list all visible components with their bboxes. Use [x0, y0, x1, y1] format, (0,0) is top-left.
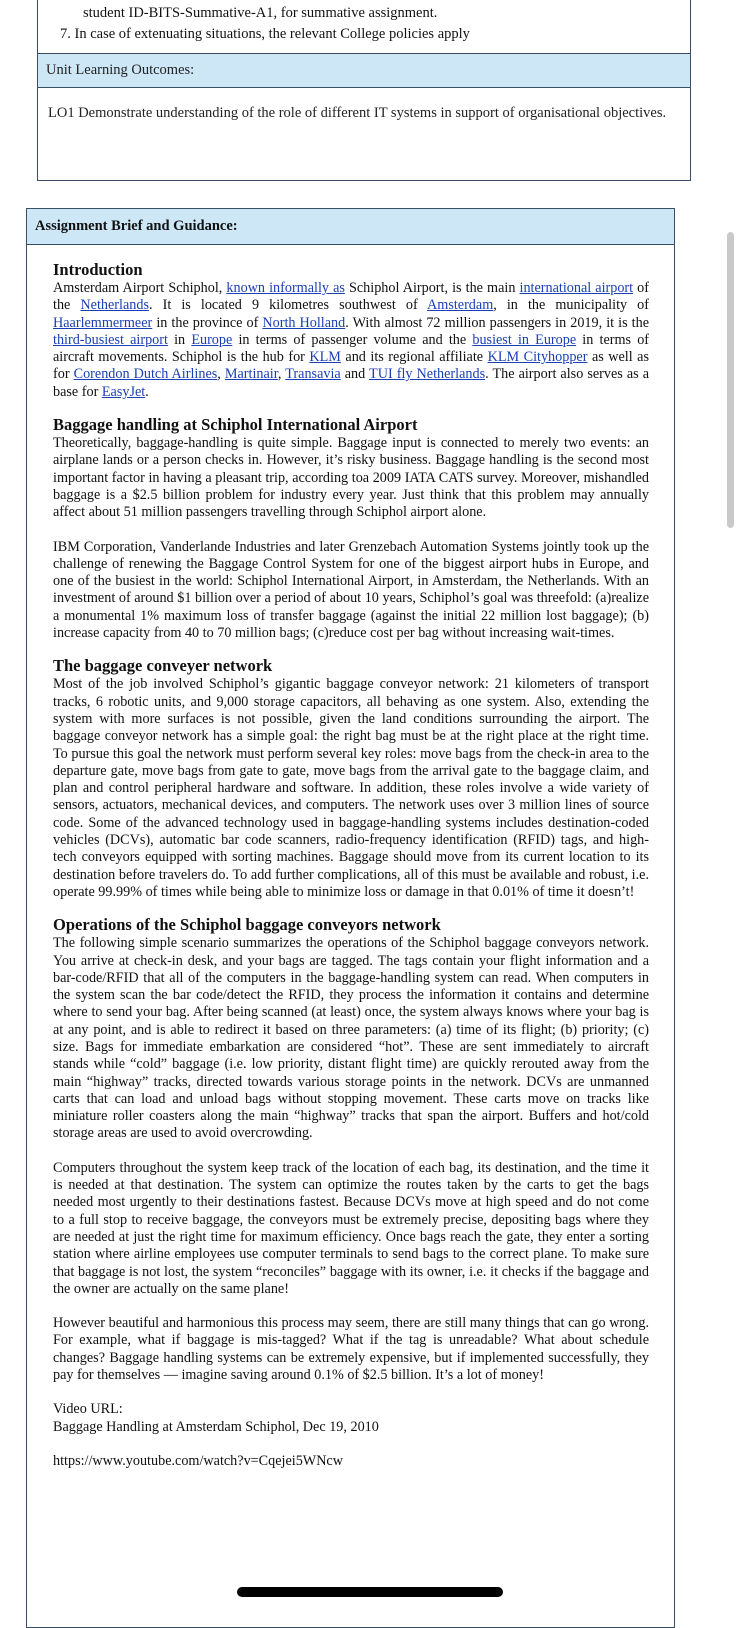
link-netherlands[interactable]: Netherlands: [80, 297, 149, 314]
baggage-paragraph-1: Theoretically, baggage-handling is quite simple. Baggage input is connected to merely two events: an airplane lands or a person checks in. However, it’s risky business. Baggage handling is the second most important factor in having a pleasant trip, according toa 2009 IATA CATS survey. Moreover, mishandled baggage is a $2.5 billion problem for industry every year. Just think that this problem may annually affect about 51 million passengers travelling through Schiphol airport alone.: [53, 435, 649, 521]
section-title-conveyer-network: The baggage conveyer network: [53, 656, 273, 676]
assignment-brief-box: [26, 208, 675, 1628]
link-klm[interactable]: KLM: [309, 349, 341, 366]
assignment-brief-content: [53, 260, 649, 1470]
introduction-paragraph: Amsterdam Airport Schiphol, known informally as Schiphol Airport, is the main international airport of the Netherlands. It is located 9 kilometres southwest of Amsterdam, in the municipality of Haarlemmermeer in the province of North Holland. With almost 72 million passengers in 2019, it is the third-busiest airport in Europe in terms of passenger volume and the busiest in Europe in terms of aircraft movements. Schiphol is the hub for KLM and its regional affiliate KLM Cityhopper as well as for Corendon Dutch Airlines, Martinair, Transavia and TUI fly Netherlands. The airport also serves as a base for EasyJet.: [53, 280, 650, 400]
section-title-introduction: Introduction: [53, 260, 143, 279]
link-haarlemmermeer[interactable]: Haarlemmermeer: [53, 314, 153, 331]
learning-outcomes-header: Unit Learning Outcomes:: [38, 53, 690, 88]
link-tui-fly-netherlands[interactable]: TUI fly Netherlands: [369, 366, 486, 383]
network-paragraph: Most of the job involved Schiphol’s gigantic baggage conveyor network: 21 kilometers of transport tracks, 6 robotic units, and 9,000 storage capacitors, all behaving as one system. Also, extending the system with more surfaces is not possible, given the land conditions surrounding the airport. The baggage conveyor network has a simple goal: the right bag must be at the right place at the right time. To pursue this goal the network must perform several key roles: move bags from the check-in area to the departure gate, move bags from gate to gate, move bags from the arrival gate to the baggage claim, and plan and control peripheral hardware and software. In addition, these roles involve a wide variety of sensors, actuators, mechanical devices, and computers. The network uses over 3 million lines of source code. Some of the advanced technology used in baggage-handling systems includes destination-coded vehicles (DCVs), automatic bar code scanners, radio-frequency identification (RFID) tags, and high- tech conveyors equipped with sorting machines. Baggage should move from its current location to its destination before travelers do. To add further complications, all of this must be available and robust, i.e. operate 99.99% of times while being able to minimize loss or damage in that 0.01% of time it doesn’t!: [53, 676, 649, 900]
link-third-busiest-airport[interactable]: third-busiest airport: [53, 331, 168, 348]
link-easyjet[interactable]: EasyJet: [101, 383, 146, 400]
link-amsterdam[interactable]: Amsterdam: [427, 297, 494, 314]
learning-outcome-lo1: LO1 Demonstrate understanding of the role of different IT systems in support of organisational objectives.: [48, 105, 667, 121]
link-klm-cityhopper[interactable]: KLM Cityhopper: [487, 349, 588, 366]
link-international-airport[interactable]: international airport: [519, 280, 634, 296]
baggage-paragraph-2: IBM Corporation, Vanderlande Industries and later Grenzebach Automation Systems jointly took up the challenge of renewing the Baggage Control System for one of the biggest airport hubs in Europe, and one of the busiest in the world: Schiphol International Airport, in Amsterdam, the Netherlands. With an investment of around $1 billion over a period of about 10 years, Schiphol’s goal was threefold: (a)realize a monumental 1% maximum loss of transfer baggage (against the initial 22 million lost baggage); (b) increase capacity from 40 to 70 million bags; (c)reduce cost per bag without increasing wait-times.: [53, 538, 649, 642]
operations-paragraph-3: However beautiful and harmonious this process may seem, there are still many things that can go wrong. For example, what if baggage is mis-tagged? What if the tag is unreadable? What about schedule changes? Baggage handling systems can be extremely expensive, but if implemented successfully, they pay for themselves — imagine saving around 0.1% of $2.5 billion. It’s a lot of money!: [53, 1315, 649, 1384]
operations-paragraph-2: Computers throughout the system keep track of the location of each bag, its destination, and the time it is needed at that destination. The system can optimize the routes taken by the carts to get the bags needed most urgently to their destinations fastest. Because DCVs move at high speed and do not come to a full stop to receive baggage, the conveyors must be extremely precise, depositing bags where they are needed at just the right time for maximum efficiency. Once bags reach the gate, they enter a sorting station where airline employees use computer terminals to send bags to the correct plane. To make sure that baggage is not lost, the system “reconciles” baggage with its owner, i.e. it checks if the baggage and the owner are actually on the same plane!: [53, 1159, 649, 1297]
link-busiest-in-europe[interactable]: busiest in Europe: [472, 331, 577, 348]
guideline-item: student ID-BITS-Summative-A1, for summative assignment.: [83, 5, 438, 21]
link-corendon-dutch-airlines[interactable]: Corendon Dutch Airlines: [73, 366, 218, 383]
link-north-holland[interactable]: North Holland: [262, 314, 346, 331]
section-title-baggage-handling: Baggage handling at Schiphol International Airport: [53, 415, 418, 435]
link-europe[interactable]: Europe: [191, 331, 233, 348]
submission-guidelines-box: [37, 0, 691, 181]
video-url-label: Video URL:: [53, 1401, 123, 1418]
video-url-link[interactable]: https://www.youtube.com/watch?v=Cqejei5WNcw: [53, 1452, 343, 1469]
guideline-item: 7. In case of extenuating situations, the relevant College policies apply: [60, 26, 470, 42]
link-known-informally[interactable]: known informally as: [226, 280, 345, 296]
link-martinair[interactable]: Martinair: [224, 366, 278, 383]
assignment-brief-header: Assignment Brief and Guidance:: [27, 209, 674, 245]
home-indicator[interactable]: [237, 1587, 503, 1597]
guideline-list: [60, 3, 470, 45]
video-title: Baggage Handling at Amsterdam Schiphol, Dec 19, 2010: [53, 1418, 379, 1435]
section-title-operations: Operations of the Schiphol baggage conveyors network: [53, 915, 441, 935]
link-transavia[interactable]: Transavia: [285, 366, 341, 383]
operations-paragraph-1: The following simple scenario summarizes the operations of the Schiphol baggage conveyors network. You arrive at check-in desk, and your bags are tagged. The tags contain your flight information and a bar-code/RFID that all of the computers in the baggage-handling system can read. When computers in the system scan the bar code/detect the RFID, they process the information it contains and determine where to send your bag. After being scanned (at least) once, the system always knows where your bag is at any point, and is able to redirect it based on three parameters: (a) time of its flight; (b) priority; (c) size. Bags for immediate embarkation are considered “hot”. These are sent immediately to aircraft stands while “cold” baggage (i.e. low priority, distant flight time) are quickly rerouted away from the main “highway” tracks, directed towards various storage points in the network. DCVs are unmanned carts that can load and unload bags without stopping movement. These carts move on tracks like miniature roller coasters along the main “highway” tracks that span the airport. Buffers and hot/cold storage areas are used to avoid overcrowding.: [53, 935, 649, 1142]
scrollbar-thumb[interactable]: [727, 232, 734, 528]
